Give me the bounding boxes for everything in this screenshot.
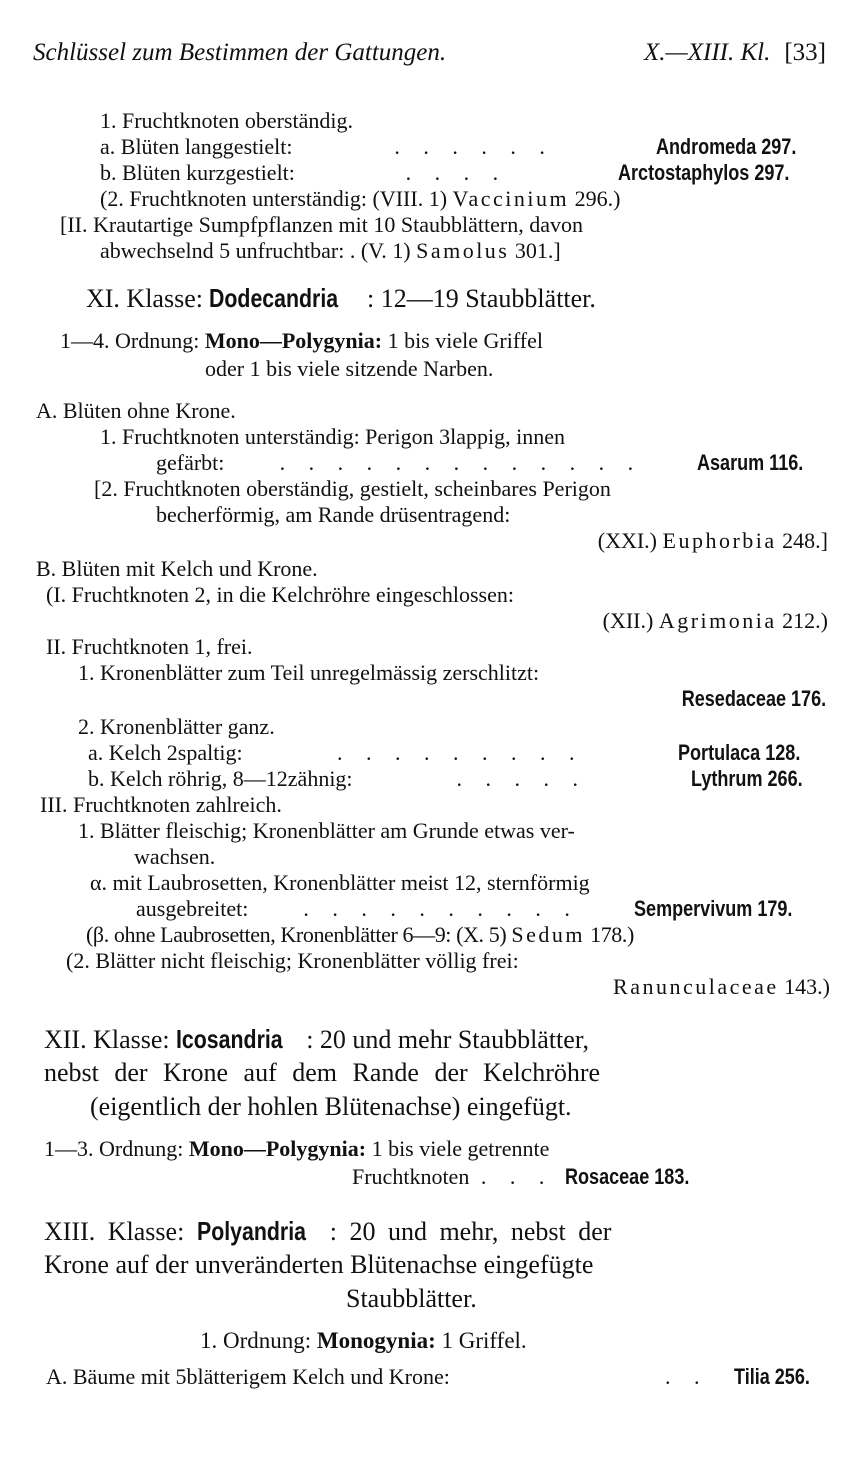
entry-text: a. Kelch 2spaltig:	[88, 740, 243, 765]
text-line: A. Blüten ohne Krone.	[36, 398, 236, 423]
leader-dots: . .	[664, 1364, 709, 1389]
running-header	[33, 38, 826, 68]
genus-name: Lythrum 266.	[690, 766, 803, 791]
page-ref: 143.)	[784, 974, 830, 999]
text-line: II. Fruchtknoten 1, frei.	[46, 634, 253, 659]
text-line: oder 1 bis viele sitzende Narben.	[205, 356, 494, 381]
family-name: Ranunculaceae	[613, 974, 779, 999]
text-line: becherförmig, am Rande drüsentragend:	[156, 502, 511, 527]
page-ref: 212.)	[782, 608, 828, 633]
page-ref: 301.]	[514, 238, 561, 263]
entry-text: A. Bäume mit 5blätterigem Kelch und Krone:	[46, 1364, 450, 1389]
order-label: 1—4. Ordnung:	[60, 328, 200, 353]
text-line: (2. Blätter nicht fleischig; Kronenblätter völlig frei:	[66, 948, 519, 973]
genus-name: Sempervivum 179.	[633, 896, 793, 921]
class-heading	[44, 1216, 611, 1247]
genus-name: Arctostaphylos 297.	[617, 160, 790, 185]
text-line: 2. Kronenblätter ganz.	[78, 714, 275, 739]
key-entry	[46, 1364, 827, 1390]
genus-name: Portulaca 128.	[677, 740, 801, 765]
entry-text: ausgebreitet:	[136, 896, 249, 921]
entry-text: (XII.)	[602, 608, 654, 633]
key-entry	[603, 608, 828, 634]
class-description: : 20 und mehr, nebst der	[329, 1217, 612, 1246]
text-line: (eigentlich der hohlen Blütenachse) eingefügt.	[90, 1092, 572, 1121]
entry-text: a. Blüten langgestielt:	[100, 134, 293, 159]
leader-dots: . . . . .	[456, 766, 587, 791]
genus-name: Agrimonia	[658, 608, 777, 633]
genus-name: Andromeda 297.	[655, 134, 797, 159]
key-entry	[598, 528, 828, 554]
key-entry	[86, 922, 634, 948]
text-line: α. mit Laubrosetten, Kronenblätter meist 12, sternförmig	[90, 870, 590, 895]
class-heading	[44, 1024, 830, 1055]
key-entry	[100, 134, 827, 160]
text-line: III. Fruchtknoten zahlreich.	[40, 792, 282, 817]
key-entry	[352, 1164, 717, 1190]
entry-text: b. Kelch röhrig, 8—12zähnig:	[88, 766, 353, 791]
order-name: Monogynia:	[316, 1328, 436, 1353]
text-line: Krone auf der unveränderten Blütenachse eingefügte	[44, 1250, 594, 1279]
genus-name: Euphorbia	[662, 528, 777, 553]
key-entry	[88, 740, 827, 766]
entry-text: (β. ohne Laubrosetten, Kronenblätter 6—9: (X. 5)	[86, 922, 507, 947]
class-label: XII. Klasse:	[44, 1025, 170, 1054]
order-description: 1 bis viele getrennte	[371, 1136, 550, 1161]
order-heading	[60, 328, 543, 354]
class-name: Polyandria	[196, 1216, 306, 1246]
leader-dots: . . . . . . . . .	[336, 740, 584, 765]
order-heading	[200, 1328, 527, 1354]
key-entry	[100, 238, 561, 264]
text-line: Staubblätter.	[346, 1284, 477, 1313]
leader-dots: . . . .	[405, 160, 508, 185]
genus-name: Asarum 116.	[697, 450, 804, 475]
page-ref: 296.)	[574, 186, 621, 211]
leader-dots: . . .	[480, 1164, 554, 1189]
class-label: XI. Klasse:	[86, 284, 203, 313]
entry-text: (XXI.)	[597, 528, 658, 553]
class-description: : 20 und mehr Staubblätter,	[306, 1025, 589, 1054]
entry-text: Fruchtknoten	[352, 1164, 470, 1189]
family-name: Resedaceae 176.	[681, 686, 826, 711]
entry-text: (2. Fruchtknoten unterständig: (VIII. 1)	[100, 186, 448, 211]
text-line: (I. Fruchtknoten 2, in die Kelchröhre eingeschlossen:	[46, 582, 514, 607]
header-title: Schlüssel zum Bestimmen der Gattungen.	[33, 39, 447, 66]
genus-name: Vaccinium	[452, 186, 570, 211]
key-entry	[156, 450, 827, 476]
key-entry	[136, 896, 827, 922]
leader-dots: . . . . . .	[394, 134, 554, 159]
order-label: 1—3. Ordnung:	[44, 1136, 184, 1161]
leader-dots: . . . . . . . . . .	[303, 896, 579, 921]
order-name: Mono—Polygynia:	[204, 328, 383, 353]
key-entry	[88, 766, 827, 792]
key-entry	[100, 160, 827, 186]
page-ref: 248.]	[782, 528, 828, 553]
key-entry	[650, 686, 826, 712]
text-line: wachsen.	[134, 844, 216, 869]
text-line: B. Blüten mit Kelch und Krone.	[36, 556, 318, 581]
key-entry	[100, 186, 620, 212]
order-description: 1 Griffel.	[441, 1328, 527, 1353]
text-line: 1. Fruchtknoten unterständig: Perigon 3lappig, innen	[100, 424, 565, 449]
page-ref: 178.)	[590, 922, 634, 947]
text-line: 1. Fruchtknoten oberständig.	[100, 108, 353, 133]
text-line: 1. Blätter fleischig; Kronenblätter am Grunde etwas ver-	[78, 818, 575, 843]
leader-dots: . . . . . . . . . . . . .	[279, 450, 643, 475]
class-name: Icosandria	[176, 1024, 283, 1054]
family-name: Rosaceae 183.	[564, 1164, 690, 1189]
order-description: 1 bis viele Griffel	[387, 328, 543, 353]
text-line: nebst der Krone auf dem Rande der Kelchröhre	[44, 1058, 601, 1087]
text-line: [II. Krautartige Sumpfpflanzen mit 10 Staubblättern, davon	[60, 212, 583, 237]
text-line: 1. Kronenblätter zum Teil unregelmässig zerschlitzt:	[78, 660, 540, 685]
genus-name: Tilia 256.	[734, 1364, 811, 1389]
entry-text: gefärbt:	[156, 450, 225, 475]
entry-text: . (V. 1)	[349, 238, 411, 263]
class-description: : 12—19 Staubblätter.	[366, 284, 596, 313]
order-name: Mono—Polygynia:	[188, 1136, 367, 1161]
class-label: XIII. Klasse:	[44, 1217, 185, 1246]
entry-text: b. Blüten kurzgestielt:	[100, 160, 295, 185]
genus-name: Sedum	[511, 922, 585, 947]
text-line: [2. Fruchtknoten oberständig, gestielt, scheinbares Perigon	[94, 476, 611, 501]
order-label: 1. Ordnung:	[200, 1328, 312, 1353]
key-entry	[613, 974, 830, 1000]
genus-name: Samolus	[416, 238, 510, 263]
class-heading	[86, 283, 596, 314]
page-number: [33]	[784, 39, 826, 66]
entry-text: abwechselnd 5 unfruchtbar:	[100, 238, 345, 263]
header-classes: X.—XIII. Kl.	[643, 39, 771, 66]
class-name: Dodecandria	[209, 283, 339, 313]
order-heading	[44, 1136, 549, 1162]
